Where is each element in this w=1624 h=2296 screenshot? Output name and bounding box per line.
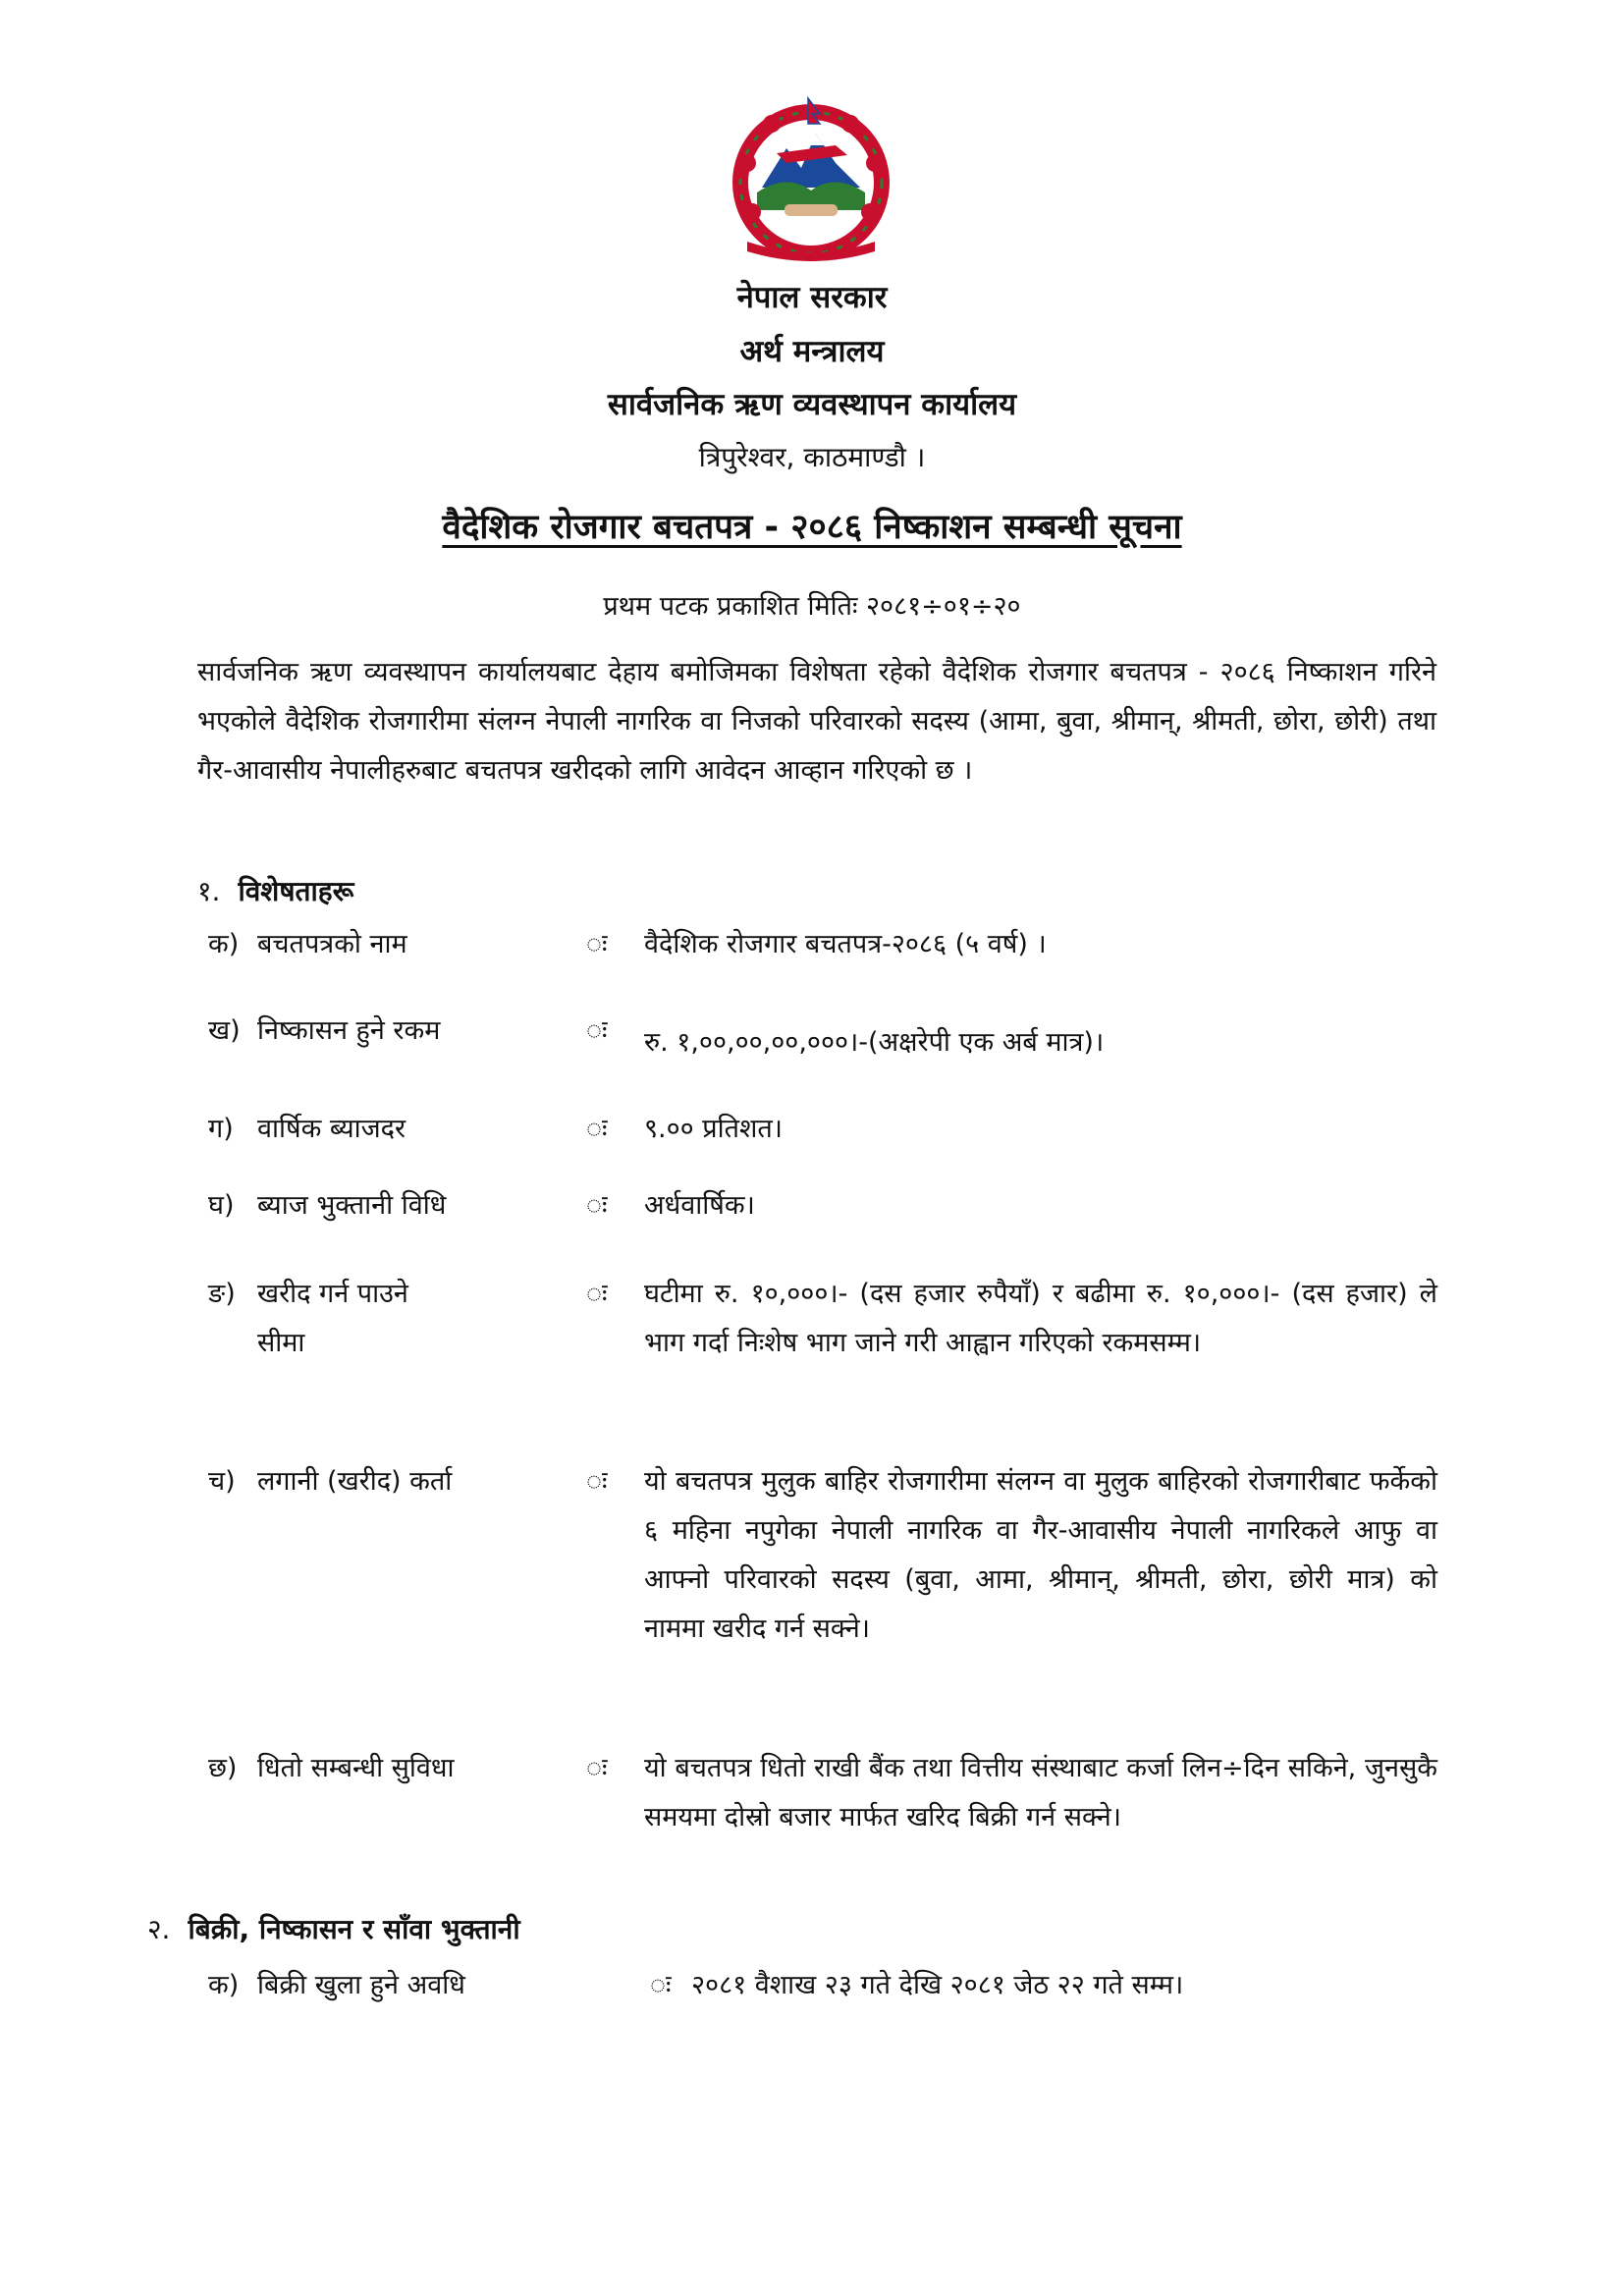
section-1-heading <box>197 872 353 909</box>
item-index: छ) <box>208 1753 238 1783</box>
separator-colon: ः <box>586 1279 608 1309</box>
separator-colon: ः <box>586 1190 608 1221</box>
item-value: रु. १,००,००,००,०००।-(अक्षरेपी एक अर्ब मात्र)। <box>644 1027 1105 1058</box>
government-name: नेपाल सरकार <box>736 280 888 315</box>
office-name: सार्वजनिक ऋण व्यवस्थापन कार्यालय <box>607 387 1017 422</box>
item-label: वार्षिक ब्याजदर <box>257 1114 406 1144</box>
section-2-number: २. <box>147 1913 171 1945</box>
item-label: धितो सम्बन्धी सुविधा <box>257 1753 455 1783</box>
item-value: ९.०० प्रतिशत। <box>644 1114 784 1144</box>
intro-paragraph: सार्वजनिक ऋण व्यवस्थापन कार्यालयबाट देहाय बमोजिमका विशेषता रहेको वैदेशिक रोजगार बचतपत्र - २०८६ निष्काशन गरिने भएकोले वैदेशिक रोजगारीमा संलग्न नेपाली नागरिक वा निजको परिवारको सदस्य (आमा, बुवा, श्रीमान्, श्रीमती, छोरा, छोरी) तथा गैर-आवासीय नेपालीहरुबाट बचतपत्र खरीदको लागि आवेदन आव्हान गरिएको छ । <box>197 657 1436 786</box>
separator-colon: ः <box>586 1114 608 1144</box>
separator-colon: ः <box>586 1466 608 1497</box>
section-1-title: विशेषताहरू <box>238 875 354 907</box>
publication-date: प्रथम पटक प्रकाशित मितिः २०८१÷०१÷२० <box>603 591 1021 622</box>
separator-colon: ः <box>586 929 608 959</box>
item-index: घ) <box>208 1190 235 1221</box>
item-label: निष्कासन हुने रकम <box>257 1015 441 1046</box>
item-value: यो बचतपत्र धितो राखी बैंक तथा वित्तीय संस्थाबाट कर्जा लिन÷दिन सकिने, जुनसुकै समयमा दोस्रो बजार मार्फत खरिद बिक्री गर्न सक्ने। <box>644 1753 1437 1832</box>
ministry-name: अर्थ मन्त्रालय <box>739 334 885 369</box>
item-label: खरीद गर्न पाउने <box>257 1279 408 1309</box>
item-label: लगानी (खरीद) कर्ता <box>257 1466 453 1497</box>
section-2-title: बिक्री, निष्कासन र साँवा भुक्तानी <box>188 1913 520 1945</box>
item-label: बचतपत्रको नाम <box>257 929 407 959</box>
item-index: च) <box>208 1466 236 1497</box>
office-address: त्रिपुरेश्वर, काठमाण्डौ । <box>698 441 926 473</box>
item-value: घटीमा रु. १०,०००।- (दस हजार रुपैयाँ) र बढीमा रु. १०,०००।- (दस हजार) ले भाग गर्दा निःशेष भाग जाने गरी आह्वान गरिएको रकमसम्म। <box>644 1279 1437 1358</box>
item-value: वैदेशिक रोजगार बचतपत्र-२०८६ (५ वर्ष) । <box>644 929 1047 959</box>
item-value: २०८१ वैशाख २३ गते देखि २०८१ जेठ २२ गते सम्म। <box>691 1970 1184 2000</box>
nepal-government-emblem <box>718 94 904 263</box>
item-index: क) <box>208 1970 240 2000</box>
item-value: यो बचतपत्र मुलुक बाहिर रोजगारीमा संलग्न वा मुलुक बाहिरको रोजगारीबाट फर्केको ६ महिना नपुगेका नेपाली नागरिक वा गैर-आवासीय नेपाली नागरिकले आफु वा आफ्नो परिवारको सदस्य (बुवा, आमा, श्रीमान्, श्रीमती, छोरा, छोरी मात्र) को नाममा खरीद गर्न सक्ने। <box>644 1466 1437 1644</box>
item-label: बिक्री खुला हुने अवधि <box>257 1970 465 2000</box>
section-1-number: १. <box>197 875 221 907</box>
item-index: ख) <box>208 1015 241 1046</box>
notice-title: वैदेशिक रोजगार बचतपत्र - २०८६ निष्काशन सम्बन्धी सूचना <box>442 508 1182 547</box>
separator-colon: ः <box>586 1015 608 1046</box>
item-label: ब्याज भुक्तानी विधि <box>257 1190 447 1221</box>
separator-colon: ः <box>586 1753 608 1783</box>
item-value: अर्धवार्षिक। <box>644 1190 755 1221</box>
separator-colon: ः <box>650 1970 672 2000</box>
item-index: क) <box>208 929 240 959</box>
item-index: ङ) <box>208 1279 236 1309</box>
section-2-heading <box>147 1910 520 1947</box>
item-index: ग) <box>208 1114 234 1144</box>
item-label-line2: सीमा <box>257 1328 305 1358</box>
